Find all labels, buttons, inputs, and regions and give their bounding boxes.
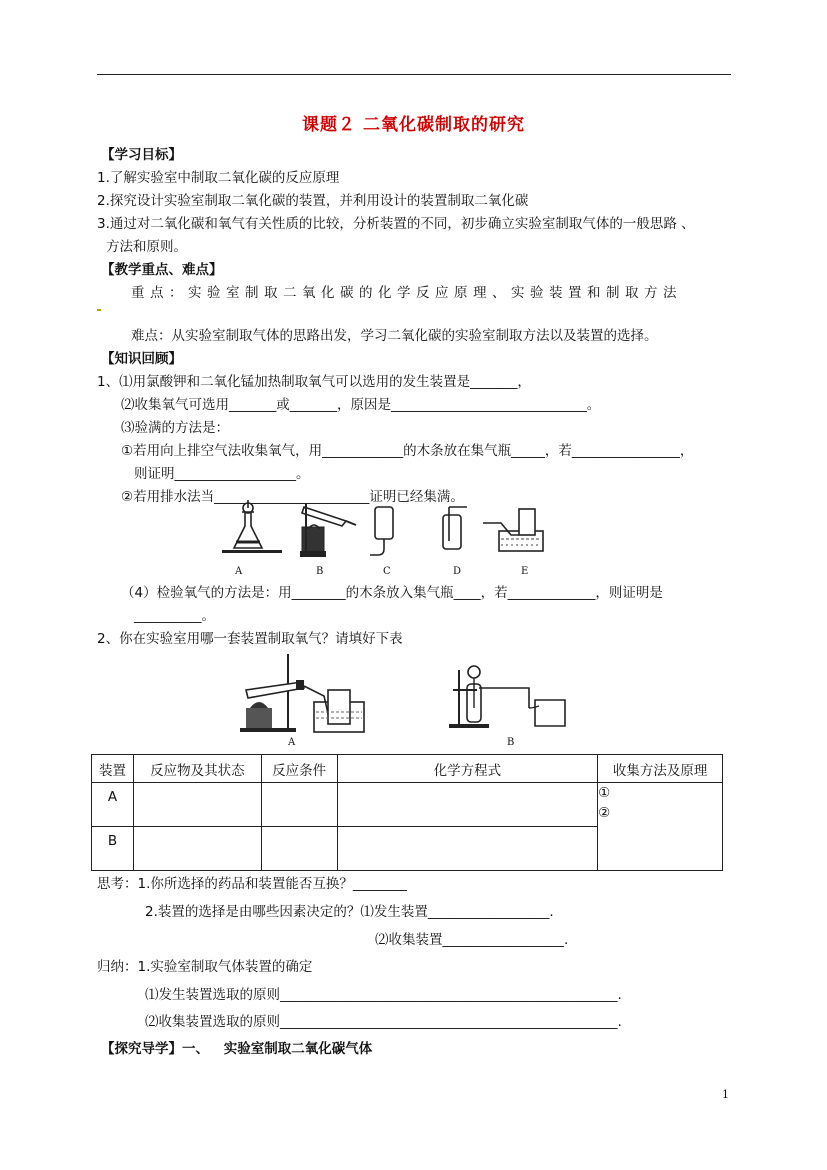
collection-cell[interactable] [598, 783, 723, 871]
question-line: __________。 [134, 608, 215, 624]
key-points-heading: 【教学重点、难点】 [101, 262, 223, 278]
apparatus-d-figure [439, 505, 469, 557]
think-line: ⑵收集装置__________________. [375, 932, 569, 948]
table-header-row [92, 755, 723, 783]
explore-label: 【探究导学】一、 [101, 1041, 209, 1057]
answer-cell[interactable] [337, 827, 598, 871]
header-rule [97, 74, 731, 75]
question-line: ②若用排水法当_______________________证明已经集满。 [121, 489, 464, 505]
collection-item: ① [598, 785, 611, 801]
question-line: ⑶验满的方法是： [121, 420, 229, 436]
apparatus-label: E [521, 566, 529, 577]
objectives-heading: 【学习目标】 [101, 147, 182, 163]
think-line: 2.装置的选择是由哪些因素决定的？⑴发生装置__________________. [145, 904, 554, 920]
setup-a-figure [238, 652, 368, 734]
question-line: ⑵收集氧气可选用_______或_______，原因是_____________________________。 [121, 397, 601, 413]
page-title: 课题２ 二氧化碳制取的研究 [302, 115, 525, 135]
question-line: 2、你在实验室用哪一套装置制取氧气？请填好下表 [97, 631, 403, 647]
collection-item: ② [598, 805, 611, 821]
setup-label: A [288, 737, 296, 748]
question-line: （4）检验氧气的方法是：用________的木条放入集气瓶____，若_____________，则证明是 [121, 585, 663, 601]
explore-heading [101, 1040, 372, 1058]
answer-cell[interactable] [261, 783, 337, 827]
answer-cell[interactable] [337, 783, 598, 827]
apparatus-e-figure [483, 505, 545, 557]
apparatus-label: C [383, 566, 391, 577]
review-heading: 【知识回顾】 [101, 351, 182, 367]
apparatus-label: A [235, 566, 243, 577]
apparatus-a-figure [222, 500, 282, 562]
question-line: 1、⑴用氯酸钾和二氧化锰加热制取氧气可以选用的发生装置是_______， [97, 374, 531, 390]
summary-line: ⑴发生装置选取的原则__________________________________________________. [145, 987, 622, 1003]
apparatus-c-figure [370, 505, 396, 557]
answer-cell[interactable] [133, 827, 261, 871]
table-header-cell: 化学方程式 [337, 755, 598, 783]
apparatus-label: D [453, 566, 462, 577]
apparatus-label: B [316, 566, 324, 577]
think-line: 思考：1.你所选择的药品和装置能否互换？________ [97, 876, 407, 892]
objective-item: 2.探究设计实验室制取二氧化碳的装置，并利用设计的装置制取二氧化碳 [97, 193, 529, 209]
row-label: B [107, 833, 118, 849]
objective-item: 方法和原则。 [106, 239, 187, 255]
table-header-cell: 收集方法及原理 [598, 755, 723, 783]
summary-line: 归纳：1.实验室制取气体装置的确定 [97, 959, 313, 975]
explore-text: 实验室制取二氧化碳气体 [223, 1041, 373, 1057]
answer-cell[interactable] [133, 783, 261, 827]
objective-item: 1.了解实验室中制取二氧化碳的反应原理 [97, 170, 340, 186]
setup-label: B [507, 737, 515, 748]
oxygen-setup-table [91, 754, 723, 871]
setup-b-figure [449, 660, 573, 730]
row-label: A [107, 789, 118, 805]
table-header-cell: 装置 [92, 755, 134, 783]
key-focus: 重点：实验室制取二氧化碳的化学反应原理、实验装置和制取方法 [131, 285, 682, 301]
question-line: ①若用向上排空气法收集氧气，用____________的木条放在集气瓶_____，若________________， [121, 443, 694, 459]
apparatus-b-figure [296, 499, 358, 561]
margin-mark [97, 309, 101, 311]
table-row [92, 783, 723, 827]
question-line: 则证明__________________。 [134, 466, 310, 482]
objective-item: 3.通过对二氧化碳和氧气有关性质的比较，分析装置的不同，初步确立实验室制取气体的一般思路 、 [97, 216, 695, 232]
table-header-cell: 反应条件 [261, 755, 337, 783]
summary-line: ⑵收集装置选取的原则__________________________________________________. [145, 1014, 622, 1030]
table-header-cell: 反应物及其状态 [133, 755, 261, 783]
answer-cell[interactable] [261, 827, 337, 871]
key-difficulty: 难点：从实验室制取气体的思路出发，学习二氧化碳的实验室制取方法以及装置的选择。 [131, 328, 658, 344]
page-number: 1 [722, 1088, 729, 1101]
